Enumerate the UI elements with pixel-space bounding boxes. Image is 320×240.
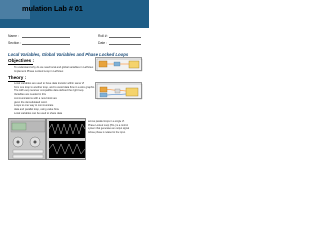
block-diagram-1-graphic	[96, 58, 143, 72]
front-panel-graphs	[46, 118, 86, 160]
front-panel-controls	[8, 118, 46, 160]
roll-label: Roll #:	[98, 34, 108, 38]
theory-line-9: Local variables can be used to share data	[14, 111, 63, 115]
theory-line-12: system that generates an output signal	[88, 127, 130, 130]
section-title: Local Variables, Global Variables and Phase Locked Loops	[8, 52, 129, 57]
theory-line-7: Loops to one way to communicate	[14, 104, 54, 108]
theory-line-4: Variables are needed in this	[14, 93, 46, 97]
date-label: Date :	[98, 41, 108, 45]
theory-line-5: communications with a new block are	[14, 96, 57, 100]
block-diagram-2-graphic	[96, 83, 143, 100]
objective-line-1: To understand why do we need local and global variables in LabView.	[14, 66, 94, 69]
document-title: mulation Lab # 01	[22, 4, 83, 13]
objectives-heading: Objectives :	[8, 58, 35, 63]
theory-line-13: whose phase is related to the input.	[88, 130, 126, 134]
theory-line-1: Local variables are used to have data transfer within same VI	[14, 82, 85, 85]
roll-line	[109, 37, 141, 38]
objectives-underline	[8, 64, 33, 65]
name-label: Name :	[8, 34, 19, 38]
waveform-graphs	[47, 119, 87, 161]
section-label: Section :	[8, 41, 22, 45]
theory-line-11: Phase Locked Loop (PLL) is a control	[88, 123, 128, 127]
block-diagram-2	[95, 82, 142, 99]
date-line	[109, 44, 141, 45]
front-panel-controls-graphic	[9, 119, 47, 161]
block-diagram-1	[95, 57, 142, 71]
name-line	[22, 37, 70, 38]
theory-line-2: from one loop to another loop, and to avoid data flow in a wire graphic.	[14, 85, 95, 89]
objective-line-2: Implement Phase Locked Loop in LabView.	[14, 69, 64, 73]
theory-heading: Theory :	[8, 75, 27, 80]
theory-line-6: given the demodulated word.	[14, 100, 48, 104]
theory-line-3: The AM Loop receiver compatible data defined the right loop.	[14, 89, 85, 93]
theory-line-10: across parallel loops in a single VI.	[88, 120, 125, 123]
theory-line-8: data and parallel loop, using value flow.	[14, 107, 60, 111]
section-line	[22, 44, 70, 45]
